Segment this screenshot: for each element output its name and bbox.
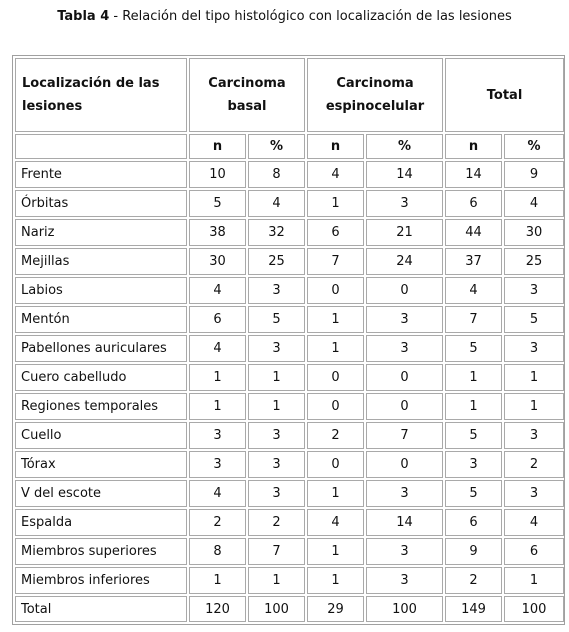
- location-cell: Cuello: [15, 422, 187, 449]
- table-row: [15, 306, 564, 333]
- value-cell: 4: [307, 161, 364, 188]
- value-cell: 0: [307, 364, 364, 391]
- value-cell: 3: [366, 306, 443, 333]
- value-cell: 3: [504, 422, 564, 449]
- value-cell: 25: [248, 248, 305, 275]
- value-cell: 0: [307, 451, 364, 478]
- location-cell: Espalda: [15, 509, 187, 536]
- value-cell: 6: [189, 306, 246, 333]
- value-cell: 149: [445, 596, 502, 622]
- value-cell: 3: [366, 567, 443, 594]
- location-cell: Frente: [15, 161, 187, 188]
- value-cell: 9: [445, 538, 502, 565]
- table-row: [15, 248, 564, 275]
- location-cell: Labios: [15, 277, 187, 304]
- value-cell: 0: [366, 451, 443, 478]
- value-cell: 1: [307, 538, 364, 565]
- value-cell: 4: [445, 277, 502, 304]
- value-cell: 24: [366, 248, 443, 275]
- value-cell: 4: [189, 335, 246, 362]
- location-cell: Tórax: [15, 451, 187, 478]
- table-body: [15, 161, 564, 622]
- value-cell: 5: [248, 306, 305, 333]
- value-cell: 3: [248, 480, 305, 507]
- caption-text: - Relación del tipo histológico con localización de las lesiones: [109, 9, 512, 24]
- subheader-cell: n: [445, 134, 502, 159]
- table-row: [15, 422, 564, 449]
- table-row: [15, 161, 564, 188]
- value-cell: 4: [504, 509, 564, 536]
- table-row: [15, 567, 564, 594]
- location-cell: Total: [15, 596, 187, 622]
- value-cell: 2: [307, 422, 364, 449]
- value-cell: 1: [504, 567, 564, 594]
- table-row: [15, 219, 564, 246]
- value-cell: 21: [366, 219, 443, 246]
- value-cell: 120: [189, 596, 246, 622]
- value-cell: 44: [445, 219, 502, 246]
- table-row: [15, 277, 564, 304]
- location-cell: Miembros superiores: [15, 538, 187, 565]
- value-cell: 3: [445, 451, 502, 478]
- subheader-cell: %: [366, 134, 443, 159]
- subheader-blank: [15, 134, 187, 159]
- table-row: [15, 480, 564, 507]
- location-cell: Mejillas: [15, 248, 187, 275]
- value-cell: 7: [248, 538, 305, 565]
- location-cell: Cuero cabelludo: [15, 364, 187, 391]
- table-row: [15, 364, 564, 391]
- value-cell: 100: [248, 596, 305, 622]
- value-cell: 2: [445, 567, 502, 594]
- value-cell: 3: [366, 335, 443, 362]
- value-cell: 1: [248, 567, 305, 594]
- value-cell: 0: [366, 277, 443, 304]
- value-cell: 6: [445, 190, 502, 217]
- value-cell: 6: [445, 509, 502, 536]
- value-cell: 3: [504, 480, 564, 507]
- value-cell: 25: [504, 248, 564, 275]
- value-cell: 1: [504, 364, 564, 391]
- subheader-cell: %: [248, 134, 305, 159]
- value-cell: 1: [307, 306, 364, 333]
- value-cell: 100: [504, 596, 564, 622]
- value-cell: 14: [445, 161, 502, 188]
- subheader-row: [15, 134, 564, 159]
- value-cell: 2: [189, 509, 246, 536]
- value-cell: 5: [189, 190, 246, 217]
- value-cell: 4: [248, 190, 305, 217]
- location-cell: V del escote: [15, 480, 187, 507]
- value-cell: 30: [189, 248, 246, 275]
- header-total: Total: [445, 58, 564, 132]
- value-cell: 30: [504, 219, 564, 246]
- table-caption: [0, 9, 569, 24]
- header-carcinoma-espinocelular: Carcinoma espinocelular: [307, 58, 443, 132]
- location-cell: Mentón: [15, 306, 187, 333]
- value-cell: 1: [504, 393, 564, 420]
- location-cell: Órbitas: [15, 190, 187, 217]
- value-cell: 2: [504, 451, 564, 478]
- value-cell: 3: [366, 190, 443, 217]
- value-cell: 14: [366, 161, 443, 188]
- value-cell: 0: [307, 277, 364, 304]
- location-cell: Nariz: [15, 219, 187, 246]
- value-cell: 7: [366, 422, 443, 449]
- value-cell: 4: [189, 277, 246, 304]
- value-cell: 1: [307, 480, 364, 507]
- table-row: [15, 335, 564, 362]
- location-cell: Regiones temporales: [15, 393, 187, 420]
- table-row: [15, 393, 564, 420]
- value-cell: 9: [504, 161, 564, 188]
- value-cell: 2: [248, 509, 305, 536]
- table-row: [15, 190, 564, 217]
- location-cell: Pabellones auriculares: [15, 335, 187, 362]
- value-cell: 8: [189, 538, 246, 565]
- header-row: [15, 58, 564, 132]
- value-cell: 1: [248, 364, 305, 391]
- value-cell: 0: [366, 364, 443, 391]
- value-cell: 3: [504, 277, 564, 304]
- value-cell: 3: [248, 451, 305, 478]
- value-cell: 14: [366, 509, 443, 536]
- value-cell: 4: [504, 190, 564, 217]
- value-cell: 3: [504, 335, 564, 362]
- subheader-cell: n: [307, 134, 364, 159]
- value-cell: 1: [307, 335, 364, 362]
- table-row: [15, 596, 564, 622]
- value-cell: 5: [445, 335, 502, 362]
- value-cell: 4: [307, 509, 364, 536]
- value-cell: 29: [307, 596, 364, 622]
- value-cell: 1: [445, 364, 502, 391]
- subheader-cell: %: [504, 134, 564, 159]
- value-cell: 37: [445, 248, 502, 275]
- value-cell: 1: [307, 190, 364, 217]
- value-cell: 3: [189, 422, 246, 449]
- value-cell: 3: [366, 538, 443, 565]
- value-cell: 100: [366, 596, 443, 622]
- value-cell: 38: [189, 219, 246, 246]
- value-cell: 1: [307, 567, 364, 594]
- data-table: [13, 56, 566, 624]
- value-cell: 3: [366, 480, 443, 507]
- value-cell: 6: [504, 538, 564, 565]
- subheader-cell: n: [189, 134, 246, 159]
- value-cell: 0: [366, 393, 443, 420]
- value-cell: 1: [189, 393, 246, 420]
- value-cell: 1: [189, 364, 246, 391]
- value-cell: 5: [504, 306, 564, 333]
- value-cell: 10: [189, 161, 246, 188]
- value-cell: 7: [307, 248, 364, 275]
- caption-label: Tabla 4: [57, 9, 110, 24]
- value-cell: 1: [189, 567, 246, 594]
- value-cell: 5: [445, 422, 502, 449]
- value-cell: 8: [248, 161, 305, 188]
- header-location: Localización de las lesiones: [15, 58, 187, 132]
- header-carcinoma-basal: Carcinoma basal: [189, 58, 305, 132]
- value-cell: 32: [248, 219, 305, 246]
- value-cell: 0: [307, 393, 364, 420]
- table-frame: [12, 55, 565, 625]
- value-cell: 7: [445, 306, 502, 333]
- value-cell: 4: [189, 480, 246, 507]
- value-cell: 3: [248, 335, 305, 362]
- value-cell: 6: [307, 219, 364, 246]
- table-row: [15, 451, 564, 478]
- value-cell: 1: [445, 393, 502, 420]
- value-cell: 3: [248, 422, 305, 449]
- table-row: [15, 509, 564, 536]
- table-row: [15, 538, 564, 565]
- value-cell: 5: [445, 480, 502, 507]
- value-cell: 1: [248, 393, 305, 420]
- value-cell: 3: [248, 277, 305, 304]
- value-cell: 3: [189, 451, 246, 478]
- location-cell: Miembros inferiores: [15, 567, 187, 594]
